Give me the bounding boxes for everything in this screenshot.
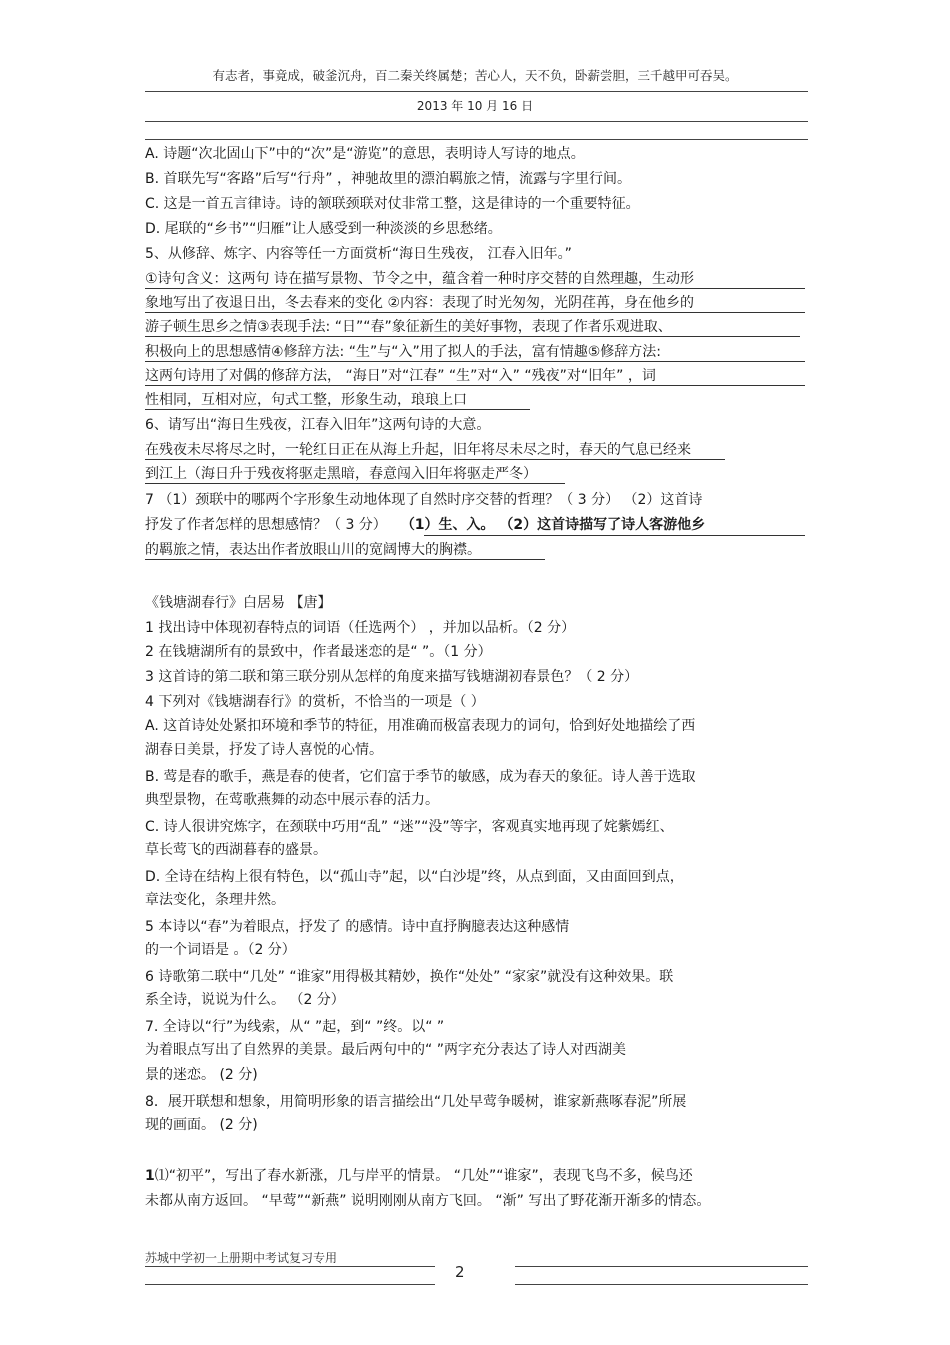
underline	[145, 361, 805, 362]
underline	[145, 559, 545, 560]
footer-rule	[145, 1284, 435, 1285]
question-line: 的一个词语是 。（2 分）	[145, 942, 296, 958]
answer-1-text: ⑴“初平”，写出了春水新涨，几与岸平的情景。 “几处”“谁家”，表现飞鸟不多，候鸟还	[154, 1168, 693, 1184]
question-line: 7. 全诗以“行”为线索，从“ ”起，到“ ”终。以“ ”	[145, 1019, 445, 1035]
underline	[145, 288, 805, 289]
question-line: 2 在钱塘湖所有的景致中，作者最迷恋的是“ ”。（1 分）	[145, 644, 492, 660]
answer-7-cont: 的羁旅之情，表达出作者放眼山川的宽阔博大的胸襟。	[145, 542, 481, 558]
choice-line: 典型景物，在莺歌燕舞的动态中展示春的活力。	[145, 792, 439, 808]
choice-line: 湖春日美景，抒发了诗人喜悦的心情。	[145, 742, 383, 758]
underline	[145, 385, 805, 386]
question-line: 景的迷恋。 (2 分)	[145, 1067, 258, 1083]
header-rule-1	[145, 91, 808, 92]
answer-6-line: 到江上（海日升于残夜将驱走黑暗，春意闯入旧年将驱走严冬）	[145, 466, 537, 482]
choice-line: D. 全诗在结构上很有特色，以“孤山寺”起，以“白沙堤”终，从点到面，又由面回到点，	[145, 869, 684, 885]
question-line: 1 找出诗中体现初春特点的词语（任选两个） ，并加以品析。（2 分）	[145, 620, 576, 636]
underline	[145, 312, 805, 313]
question-6: 6、请写出“海日生残夜，江春入旧年”这两句诗的大意。	[145, 417, 491, 433]
underline	[145, 409, 530, 410]
question-line: 系全诗，说说为什么。 （2 分）	[145, 992, 345, 1008]
underline	[145, 483, 565, 484]
question-line: 6 诗歌第二联中“几处” “谁家”用得极其精妙，换作“处处” “家家”就没有这种效果。联	[145, 969, 674, 985]
choice-line: B. 莺是春的歌手，燕是春的使者，它们富于季节的敏感，成为春天的象征。诗人善于选取	[145, 769, 696, 785]
question-7-cont	[145, 516, 705, 534]
question-line: 为着眼点写出了自然界的美景。最后两句中的“ ”两字充分表达了诗人对西湖美	[145, 1042, 626, 1058]
question-line: 8．展开联想和想象，用简明形象的语言描绘出“几处早莺争暖树，谁家新燕啄春泥”所展	[145, 1094, 687, 1110]
question-line: 3 这首诗的第二联和第三联分别从怎样的角度来描写钱塘湖初春景色？（ 2 分）	[145, 669, 639, 685]
content-top-rule	[145, 139, 808, 140]
footer-school: 苏城中学初一上册期中考试复习专用	[145, 1251, 338, 1265]
answer-1-line: 未都从南方返回。 “早莺”“新燕” 说明刚刚从南方飞回。 “渐” 写出了野花渐开渐多的情态。	[145, 1193, 711, 1209]
option-c: C. 这是一首五言律诗。诗的颔联颈联对仗非常工整，这是律诗的一个重要特征。	[145, 196, 640, 212]
answer-5-line: 积极向上的思想感情④修辞方法: “生”与“入”用了拟人的手法，富有情趣⑤修辞方法:	[145, 344, 661, 360]
answer-5-line: 性相同，互相对应，句式工整，形象生动，琅琅上口	[145, 392, 467, 408]
underline	[424, 535, 805, 536]
header-motto: 有志者，事竟成，破釜沉舟，百二秦关终属楚；苦心人，天不负，卧薪尝胆，三千越甲可吞吴。	[212, 68, 738, 83]
footer-rule	[145, 1266, 435, 1267]
option-b: B. 首联先写“客路”后写“行舟” ，神驰故里的漂泊羁旅之情，流露与字里行间。	[145, 171, 631, 187]
option-d: D. 尾联的“乡书”“归雁”让人感受到一种淡淡的乡思愁绪。	[145, 221, 502, 237]
question-7: 7 （1）颈联中的哪两个字形象生动地体现了自然时序交替的哲理？（ 3 分） （2）这首诗	[145, 492, 703, 508]
answer-number: 1	[145, 1168, 155, 1184]
choice-line: C. 诗人很讲究炼字，在颈联中巧用“乱” “迷”“没”等字，客观真实地再现了姹紫嫣红、	[145, 819, 674, 835]
page-number: 2	[455, 1263, 465, 1281]
header-date: 2013 年 10 月 16 日	[416, 99, 534, 113]
poem-title: 《钱塘湖春行》白居易 【唐】	[145, 595, 332, 611]
footer-rule	[515, 1266, 808, 1267]
answer-5-line: 游子顿生思乡之情③表现手法: “日”“春”象征新生的美好事物，表现了作者乐观进取、	[145, 319, 672, 335]
answer-5-line: 这两句诗用了对偶的修辞方法， “海日”对“江春” “生”对“入” “残夜”对“旧年” ，词	[145, 368, 656, 384]
question-line: 5 本诗以“春”为着眼点，抒发了 的感情。诗中直抒胸臆表达这种感情	[145, 919, 570, 935]
choice-line: 章法变化，条理井然。	[145, 892, 285, 908]
choice-line: 草长莺飞的西湖暮春的盛景。	[145, 842, 327, 858]
question-7-text: 抒发了作者怎样的思想感情？（ 3 分）	[145, 517, 387, 533]
answer-5-line: 象地写出了夜退日出，冬去春来的变化 ②内容：表现了时光匆匆，光阴荏苒，身在他乡的	[145, 295, 694, 311]
question-5: 5、从修辞、炼字、内容等任一方面赏析“海日生残夜， 江春入旧年。”	[145, 246, 572, 262]
answer-5-line: ①诗句含义：这两句 诗在描写景物、节令之中，蕴含着一种时序交替的自然理趣，生动形	[145, 271, 694, 287]
underline	[145, 336, 800, 337]
choice-line: A. 这首诗处处紧扣环境和季节的特征，用准确而极富表现力的词句，恰到好处地描绘了西	[145, 718, 696, 734]
answer-6-line: 在残夜未尽将尽之时，一轮红日正在从海上升起，旧年将尽未尽之时，春天的气息已经来	[145, 442, 691, 458]
answer-1-line	[145, 1167, 693, 1185]
answer-7: （1）生、入。 （2）这首诗描写了诗人客游他乡	[400, 517, 706, 533]
header-rule-2	[145, 121, 808, 122]
question-line: 现的画面。 (2 分)	[145, 1117, 258, 1133]
question-line: 4 下列对《钱塘湖春行》的赏析，不恰当的一项是（ ）	[145, 694, 485, 710]
underline	[145, 459, 725, 460]
option-a: A. 诗题“次北固山下”中的“次”是“游览”的意思，表明诗人写诗的地点。	[145, 146, 585, 162]
footer-rule	[515, 1284, 808, 1285]
